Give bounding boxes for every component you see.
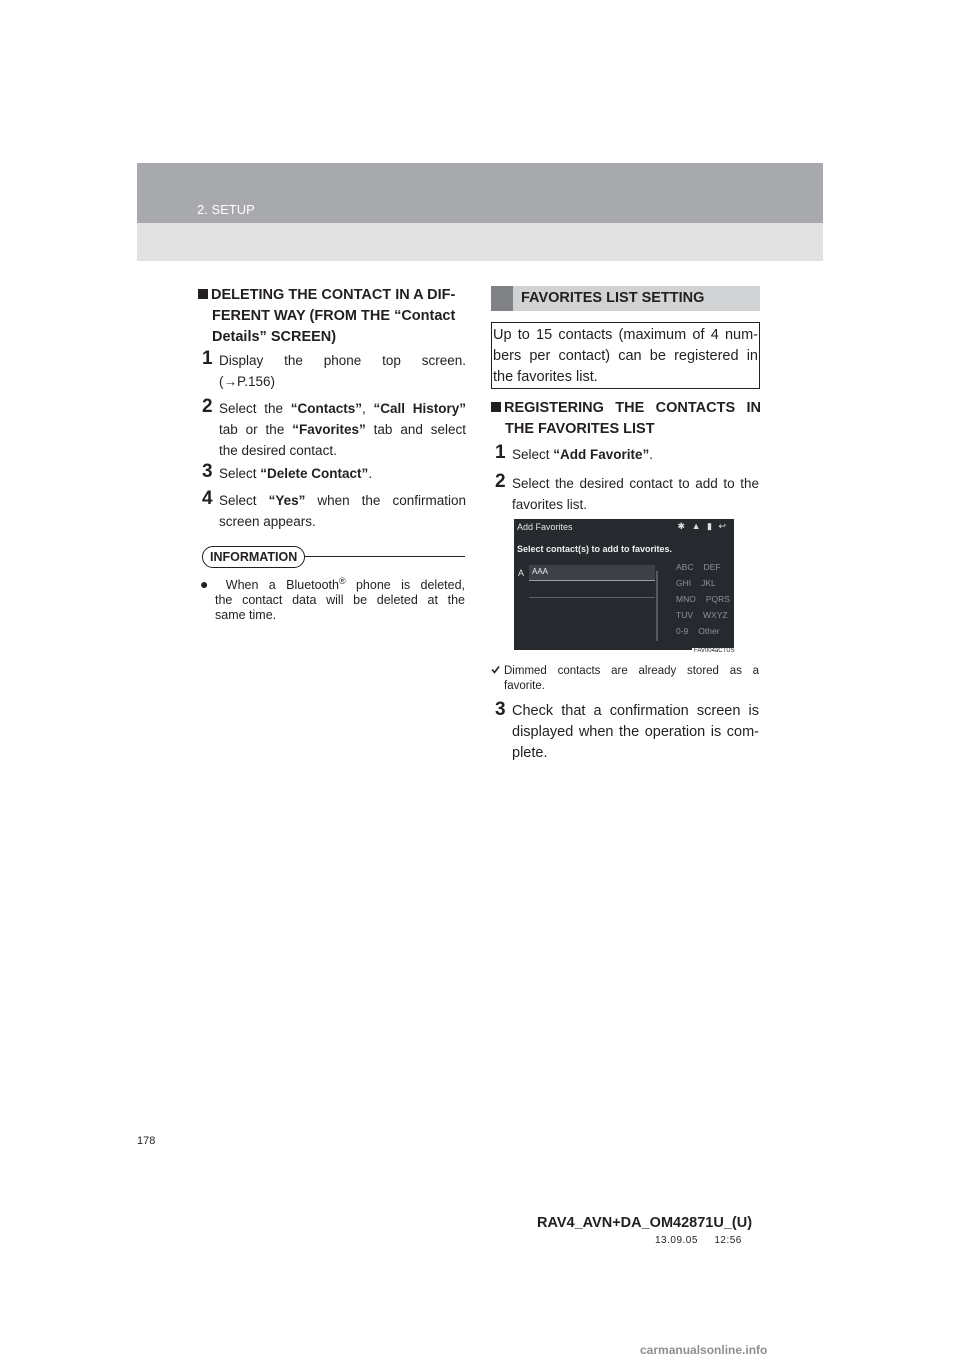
step-number: 1: [202, 348, 213, 369]
index-letter: A: [518, 568, 525, 578]
print-timestamp: 13.09.05 12:56: [655, 1235, 742, 1246]
left-step-1: 1 Display the phone top screen. (→P.156): [202, 348, 466, 389]
step-number: 3: [202, 461, 213, 482]
contact-entry: AAA: [529, 565, 655, 581]
favorites-title-square: [491, 286, 513, 311]
bullet-icon: ●: [200, 576, 216, 593]
index-keys: ABC DEF GHI JKL MNO PQRS TUV WXYZ 0-9 Other: [676, 562, 730, 636]
watermark-credit: carmanualsonline.info: [640, 1343, 768, 1357]
add-favorites-screenshot: [514, 519, 734, 650]
page-number: 178: [137, 1135, 156, 1147]
heading-square-icon: [491, 402, 501, 412]
screen-title: Add Favorites: [517, 522, 573, 532]
section-label: 2. SETUP: [197, 202, 255, 217]
step-number: 2: [202, 396, 213, 417]
screen-subtitle: Select contact(s) to add to favorites.: [517, 544, 673, 554]
information-badge: INFORMATION: [202, 546, 305, 568]
document-code: RAV4_AVN+DA_OM42871U_(U): [537, 1215, 753, 1231]
figure-code: FAV004aCTUS: [694, 648, 735, 654]
right-step-2: 2 Select the desired contact to add to the favorites list.: [495, 471, 759, 512]
step-number: 1: [495, 442, 506, 463]
favorites-title: FAVORITES LIST SETTING: [521, 290, 705, 306]
left-step-3: 3 Select “Delete Contact”.: [202, 461, 373, 482]
step-number: 4: [202, 488, 213, 509]
step-number: 2: [495, 471, 506, 492]
step-number: 3: [495, 699, 506, 720]
heading-square-icon: [198, 289, 208, 299]
status-icons: ✱ ▲ ▮ ↩: [677, 521, 728, 531]
info-rule: [300, 556, 465, 557]
dimmed-note: Dimmed contacts are already stored as a favorite.: [491, 664, 759, 694]
favorites-info-box: Up to 15 contacts (maximum of 4 num- bers per contact) can be registered in the favorites list.: [491, 322, 760, 389]
header-band-lower: [137, 223, 823, 261]
info-text: ● When a Bluetooth® phone is deleted, the contact data will be deleted at the same time.: [200, 576, 465, 623]
scrollbar: [656, 571, 658, 641]
left-step-4: 4 Select “Yes” when the confirmation screen appears.: [202, 488, 466, 529]
right-heading: REGISTERING THE CONTACTS IN THE FAVORITES LIST: [491, 398, 761, 440]
list-divider: [529, 597, 655, 598]
right-step-1: 1 Select “Add Favorite”.: [495, 442, 654, 463]
left-heading: DELETING THE CONTACT IN A DIF- FERENT WAY (FROM THE “Contact Details” SCREEN): [198, 285, 468, 348]
right-step-3: 3 Check that a confirmation screen is displayed when the operation is com- plete.: [495, 699, 759, 761]
left-step-2: 2 Select the “Contacts”, “Call History” tab or the “Favorites” tab and select the desired contact.: [202, 396, 467, 458]
check-bullet-icon: [491, 664, 504, 679]
